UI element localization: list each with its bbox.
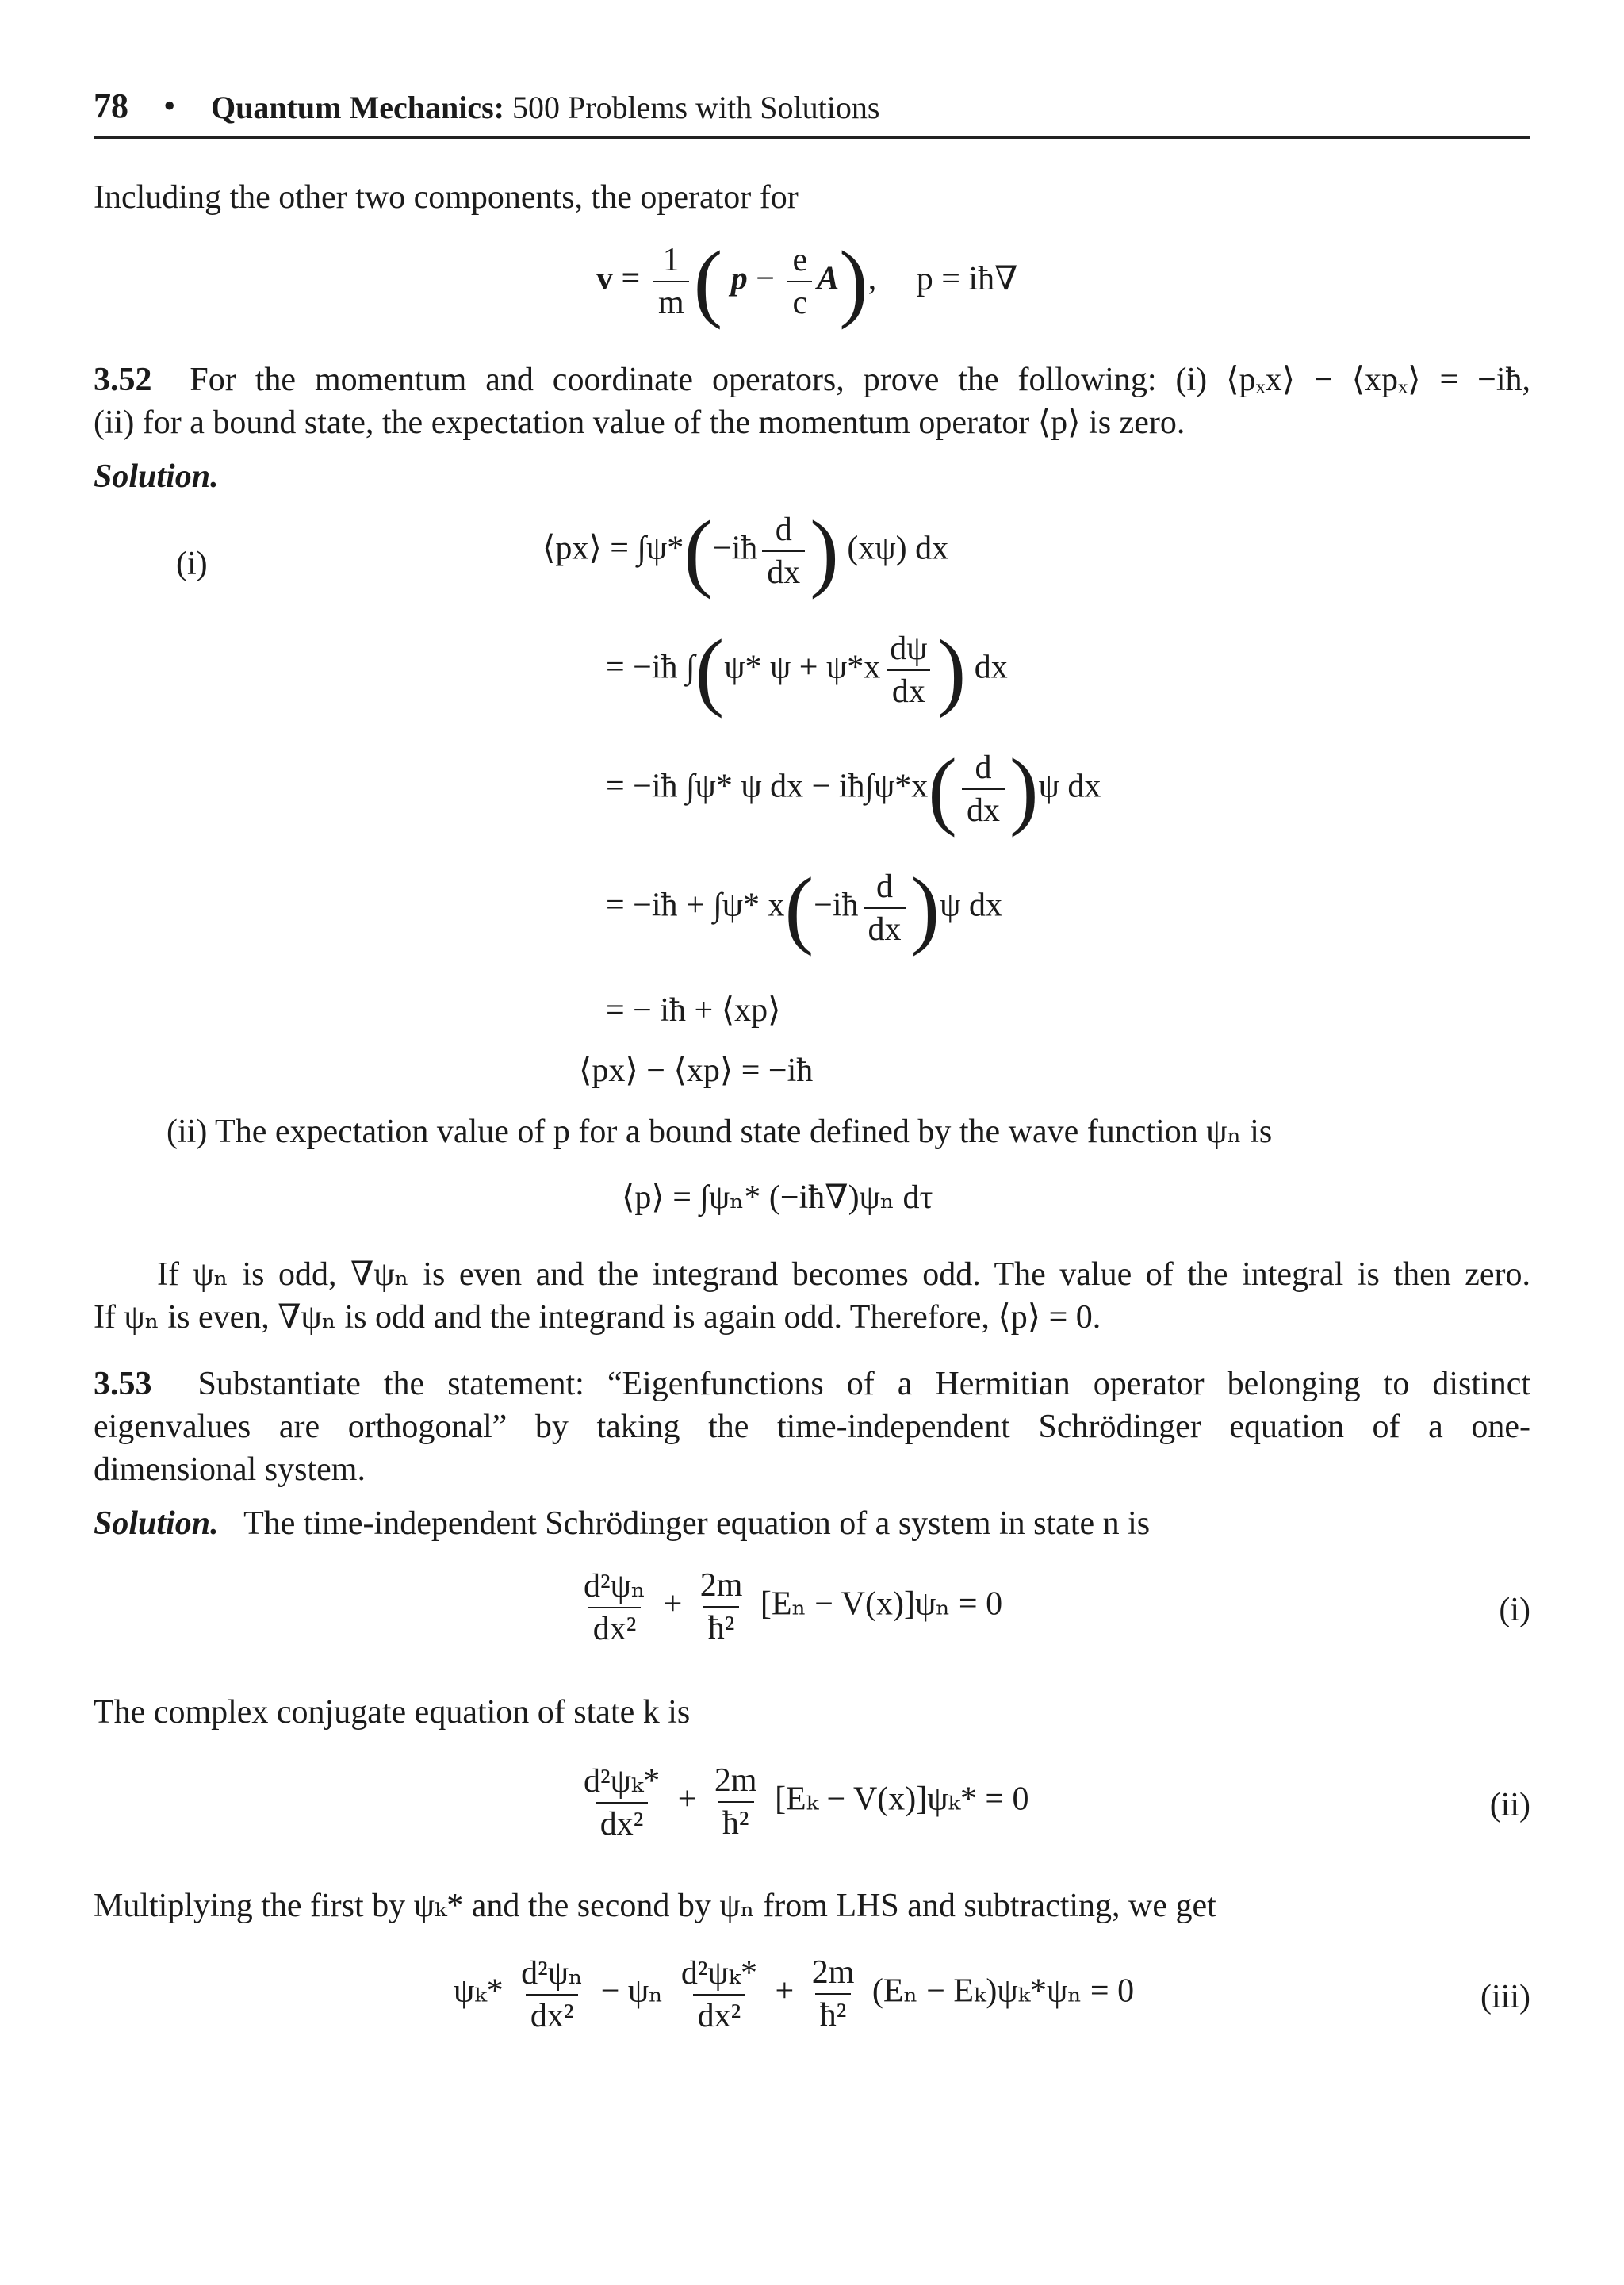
book-title-bold: Quantum Mechanics: xyxy=(211,90,504,125)
parity-argument-line2: If ψₙ is even, ∇ψₙ is odd and the integrand is again odd. Therefore, ⟨p⟩ = 0. xyxy=(94,1299,1101,1336)
solution-label: Solution. xyxy=(94,458,219,495)
problem-number: 3.53 xyxy=(94,1366,152,1402)
derivation-line-1: ⟨px⟩ = ∫ψ*(−iħ $\frac{d}{dx}$ ) (xψ) dx xyxy=(542,503,949,600)
left-paren: ( xyxy=(693,233,723,330)
problem-number: 3.52 xyxy=(94,362,152,398)
conjugate-intro: The complex conjugate equation of state k is xyxy=(94,1694,691,1731)
momentum-expectation-equation: ⟨p⟩ = ∫ψₙ* (−iħ∇)ψₙ dτ xyxy=(622,1179,933,1216)
page-number: 78 xyxy=(94,86,128,125)
fraction: $\frac{1}{m}$ xyxy=(653,241,689,322)
derivation-line-2: = −iħ ∫(ψ* ψ + ψ*x $\frac{d\psi}{dx}$ ) dx xyxy=(606,622,1008,719)
problem-353-line1: 3.53 Substantiate the statement: “Eigenfunctions of a Hermitian operator belonging to distinct xyxy=(94,1366,1531,1402)
derivation-line-3: = −iħ ∫ψ* ψ dx − iħ∫ψ*x( $\frac{d}{dx}$ )ψ dx xyxy=(606,741,1101,838)
part-i-label: (i) xyxy=(176,546,208,582)
derivation-line-4: = −iħ + ∫ψ* x(−iħ $\frac{d}{dx}$ )ψ dx xyxy=(606,860,1002,957)
equation-tag: (i) xyxy=(1499,1592,1530,1628)
fraction: $\frac{e}{c}$ xyxy=(787,241,812,322)
velocity-equation: v = $\frac{1}{m}$ ( p − $\frac{e}{c}$ A), p = iħ∇ xyxy=(596,233,1018,330)
running-header xyxy=(94,86,1530,139)
part-ii-statement: (ii) The expectation value of p for a bound state defined by the wave function ψₙ is xyxy=(167,1114,1273,1150)
intro-line: Including the other two components, the operator for xyxy=(94,179,799,216)
solution-label: Solution. xyxy=(94,1505,219,1542)
multiply-intro: Multiplying the first by ψₖ* and the second by ψₙ from LHS and subtracting, we get xyxy=(94,1888,1216,1924)
derivation-line-5: = − iħ + ⟨xp⟩ xyxy=(606,992,781,1029)
problem-352-line2: (ii) for a bound state, the expectation value of the momentum operator ⟨p⟩ is zero. xyxy=(94,404,1185,441)
problem-352-line1: 3.52 For the momentum and coordinate operators, prove the following: (i) ⟨pₓx⟩ − ⟨xpₓ⟩ = −iħ, xyxy=(94,362,1531,398)
book-title-rest: 500 Problems with Solutions xyxy=(504,90,880,125)
right-paren: ) xyxy=(839,233,868,330)
schrodinger-equation-n: $\frac{\text{d²ψₙ}}{\text{dx²}}$ + $\frac{2m}{\text{ħ²}}$ [Eₙ − V(x)]ψₙ = 0 xyxy=(584,1567,1003,1647)
schrodinger-equation-k-conjugate: $\frac{\text{d²ψₖ*}}{\text{dx²}}$ + $\frac{2m}{\text{ħ²}}$ [Eₖ − V(x)]ψₖ* = 0 xyxy=(584,1762,1029,1842)
problem-353-line2: eigenvalues are orthogonal” by taking the time-independent Schrödinger equation of a one- xyxy=(94,1409,1530,1445)
momentum-definition: p = iħ∇ xyxy=(916,260,1018,297)
problem-353-line3: dimensional system. xyxy=(94,1451,366,1488)
equation-tag: (ii) xyxy=(1489,1787,1530,1823)
header-bullet: • xyxy=(163,86,176,125)
commutator-result: ⟨px⟩ − ⟨xp⟩ = −iħ xyxy=(579,1052,814,1089)
velocity-lhs: v = xyxy=(596,260,641,297)
equation-tag: (iii) xyxy=(1480,1979,1530,2015)
book-title xyxy=(211,89,879,126)
subtracted-equation: ψₖ* $\frac{\text{d²ψₙ}}{\text{dx²}}$ − ψₙ $\frac{\text{d²ψₖ*}}{\text{dx²}}$ + $\frac{2m}{\text{ħ²}}$ (Eₙ − Eₖ)ψₖ*ψₙ = 0 xyxy=(454,1954,1135,2034)
solution-353-intro: Solution. The time-independent Schrödinger equation of a system in state n is xyxy=(94,1505,1151,1542)
parity-argument-line1: If ψₙ is odd, ∇ψₙ is even and the integrand becomes odd. The value of the integral is then zero. xyxy=(157,1256,1530,1293)
